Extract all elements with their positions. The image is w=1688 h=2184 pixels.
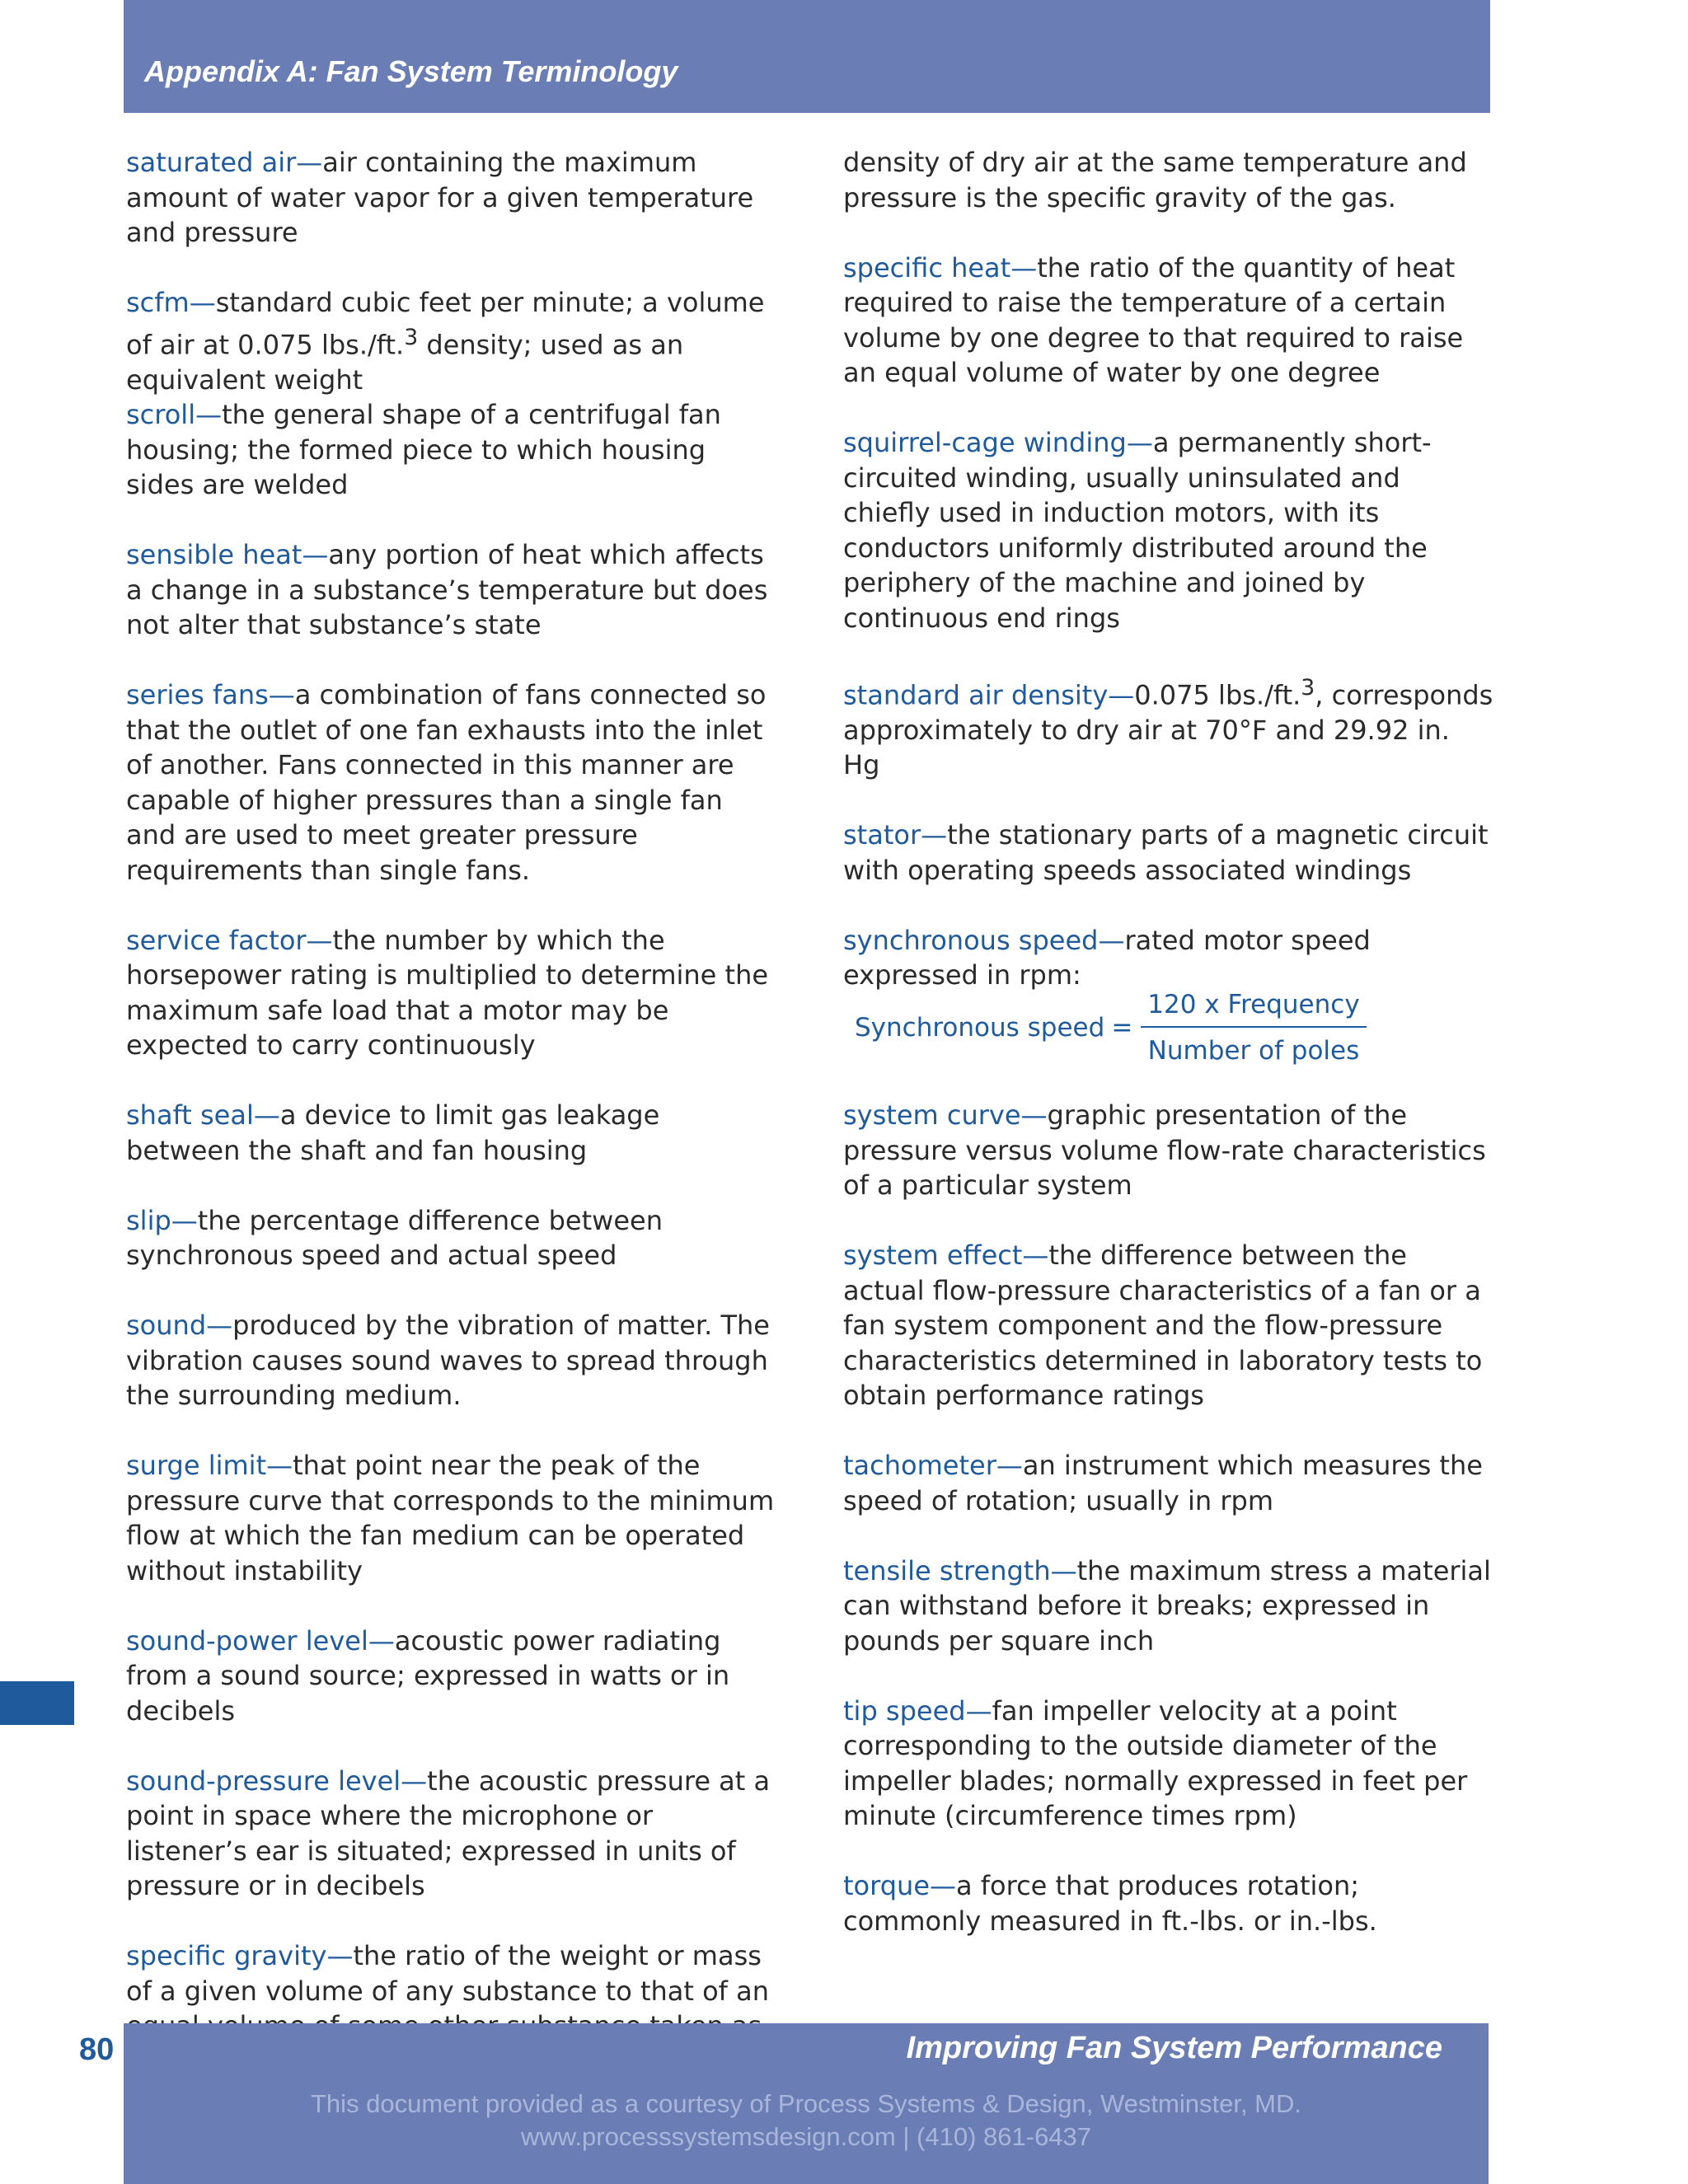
glossary-definition: produced by the vibration of matter. The vibration causes sound waves to spread through the surrounding medium.	[126, 1310, 770, 1412]
fraction-bar	[1141, 1026, 1366, 1028]
glossary-term: tensile strength	[843, 1554, 1051, 1586]
glossary-definition-cont: , corresponds approximately to dry air at 70°F and 29.92 in. Hg	[843, 679, 1493, 781]
glossary-entry-scfm: scfm—standard cubic feet per minute; a volume of air at 0.075 lbs./ft.$^3$ density; used as an equivalent weight	[126, 287, 765, 396]
formula-equals: =	[1111, 1012, 1133, 1043]
glossary-term: system effect	[843, 1240, 1023, 1272]
formula-lhs: Synchronous speed	[855, 1012, 1105, 1043]
glossary-term: scfm	[126, 287, 190, 318]
glossary-term: service factor	[126, 924, 307, 956]
glossary-term: slip	[126, 1204, 171, 1236]
superscript: 3	[1301, 674, 1315, 701]
glossary-entry-saturated-air: saturated air—air containing the maximum amount of water vapor for a given temperature and pressure	[126, 147, 754, 248]
glossary-definition: graphic presentation of the pressure versus volume flow-rate characteristics of a particular system	[843, 1099, 1486, 1202]
glossary-term: system curve	[843, 1099, 1021, 1132]
glossary-term: saturated air	[126, 147, 297, 178]
footer-title: Improving Fan System Performance	[906, 2031, 1442, 2065]
glossary-term: series fans	[126, 679, 269, 711]
glossary-definition: a permanently short-circuited winding, usually uninsulated and chiefly used in induction motors, with its conductors uniformly distributed around the periphery of the machine and joined by continuous end rings	[843, 427, 1432, 634]
glossary-definition: an instrument which measures the speed of rotation; usually in rpm	[843, 1450, 1483, 1516]
glossary-definition: fan impeller velocity at a point corresponding to the outside diameter of the impeller blades; normally expressed in feet per minute (circumference times rpm)	[843, 1694, 1468, 1832]
glossary-entry-sound-power-level: sound-power level—acoustic power radiating from a sound source; expressed in watts or in decibels	[126, 1624, 730, 1727]
formula-numerator: 120 x Frequency	[1147, 990, 1360, 1020]
glossary-term: torque	[843, 1870, 930, 1902]
formula-fraction	[1141, 988, 1366, 1067]
glossary-entry-tip-speed: tip speed—fan impeller velocity at a point corresponding to the outside diameter of the impeller blades; normally expressed in feet per minute (circumference times rpm)	[843, 1694, 1468, 1832]
glossary-entry-system-curve: system curve—graphic presentation of the pressure versus volume flow-rate characteristics of a particular system	[843, 1099, 1486, 1202]
glossary-entry-system-effect: system effect—the difference between the actual flow-pressure characteristics of a fan or a fan system component and the flow-pressure characteristics determined in laboratory tests to obtain performance ratings	[843, 1240, 1483, 1412]
glossary-term: stator	[843, 819, 921, 851]
glossary-entry-stator: stator—the stationary parts of a magnetic circuit with operating speeds associated windings	[843, 819, 1489, 886]
glossary-term: tip speed	[843, 1694, 966, 1727]
page-number: 80	[79, 2032, 115, 2067]
glossary-term: sound-power level	[126, 1624, 368, 1657]
glossary-entry-sound: sound—produced by the vibration of matter. The vibration causes sound waves to spread through the surrounding medium.	[126, 1310, 770, 1412]
glossary-term: specific heat	[843, 251, 1011, 284]
glossary-entry-surge-limit: surge limit—that point near the peak of the pressure curve that corresponds to the minimum flow at which the fan medium can be operated without instability	[126, 1450, 775, 1586]
glossary-definition-cont: density; used as an equivalent weight	[126, 329, 684, 396]
glossary-term: specific gravity	[126, 1940, 327, 1972]
glossary-definition: rated motor speed expressed in rpm:	[843, 924, 1371, 991]
glossary-entry-standard-air-density: standard air density—0.075 lbs./ft.$^3$, corresponds approximately to dry air at 70°F and 29.92 in. Hg	[843, 674, 1493, 781]
glossary-definition: acoustic power radiating from a sound source; expressed in watts or in decibels	[126, 1624, 730, 1727]
glossary-definition: the percentage difference between synchronous speed and actual speed	[126, 1204, 663, 1272]
glossary-entry-sound-pressure-level: sound-pressure level—the acoustic pressure at a point in space where the microphone or listener’s ear is situated; expressed in units of pressure or in decibels	[126, 1765, 771, 1902]
glossary-term: sound-pressure level	[126, 1765, 401, 1797]
left-column	[126, 145, 777, 2149]
superscript: 3	[404, 324, 419, 350]
glossary-definition: the maximum stress a material can withstand before it breaks; expressed in pounds per square inch	[843, 1554, 1491, 1657]
glossary-term: squirrel-cage winding	[843, 427, 1127, 458]
glossary-term: sound	[126, 1310, 207, 1342]
glossary-definition: the ratio of the quantity of heat required to raise the temperature of a certain volume by one degree to that required to raise an equal volume of water by one degree	[843, 251, 1464, 388]
side-tab-marker	[0, 1681, 74, 1725]
glossary-definition: the number by which the horsepower rating is multiplied to determine the maximum safe load that a motor may be expected to carry continuously	[126, 924, 769, 1062]
glossary-definition: a force that produces rotation; commonly measured in ft.-lbs. or in.-lbs.	[843, 1870, 1377, 1937]
courtesy-contact: www.processsystemsdesign.com | (410) 861-6437	[520, 2122, 1092, 2151]
glossary-term: surge limit	[126, 1450, 267, 1482]
glossary-entry-tensile-strength: tensile strength—the maximum stress a material can withstand before it breaks; expressed in pounds per square inch	[843, 1554, 1491, 1657]
glossary-definition: 0.075 lbs./ft.	[1134, 679, 1301, 711]
glossary-entry-series-fans: series fans—a combination of fans connected so that the outlet of one fan exhausts into the inlet of another. Fans connected in this manner are capable of higher pressures than a single fan and are used to meet greater pressure requirements than single fans.	[126, 679, 767, 886]
glossary-entry-tachometer: tachometer—an instrument which measures the speed of rotation; usually in rpm	[843, 1450, 1483, 1516]
glossary-entry-scroll: scroll—the general shape of a centrifugal fan housing; the formed piece to which housing sides are welded	[126, 399, 721, 501]
glossary-term: standard air density	[843, 679, 1109, 711]
glossary-term: scroll	[126, 399, 196, 431]
synchronous-speed-formula	[843, 990, 1494, 1066]
glossary-definition: that point near the peak of the pressure curve that corresponds to the minimum flow at which the fan medium can be operated without instability	[126, 1450, 775, 1586]
glossary-entry-slip: slip—the percentage difference between synchronous speed and actual speed	[126, 1204, 663, 1272]
glossary-definition: a device to limit gas leakage between the shaft and fan housing	[126, 1099, 660, 1166]
glossary-entry-torque: torque—a force that produces rotation; commonly measured in ft.-lbs. or in.-lbs.	[843, 1870, 1377, 1937]
right-column	[843, 145, 1494, 1974]
glossary-entry-service-factor: service factor—the number by which the horsepower rating is multiplied to determine the maximum safe load that a motor may be expected to carry continuously	[126, 924, 769, 1062]
glossary-entry-synchronous-speed: synchronous speed—rated motor speed expressed in rpm:	[843, 924, 1371, 991]
glossary-definition: the stationary parts of a magnetic circuit with operating speeds associated windings	[843, 819, 1489, 886]
glossary-term: tachometer	[843, 1450, 996, 1482]
glossary-entry-specific-gravity: specific gravity—the ratio of the weight or mass of a given volume of any substance to that of an	[126, 1938, 777, 2114]
glossary-definition: any portion of heat which affects a change in a substance’s temperature but does not alter that substance’s state	[126, 539, 768, 641]
glossary-continuation: density of dry air at the same temperature and pressure is the specific gravity of the gas.	[843, 147, 1467, 213]
glossary-entry-sensible-heat: sensible heat—any portion of heat which affects a change in a substance’s temperature but does not alter that substance’s state	[126, 539, 768, 641]
glossary-definition: air containing the maximum amount of water vapor for a given temperature and pressure	[126, 147, 754, 248]
glossary-entry-shaft-seal: shaft seal—a device to limit gas leakage between the shaft and fan housing	[126, 1099, 660, 1166]
glossary-definition: the ratio of the weight or mass of a given volume of any substance to that of an	[126, 1940, 769, 2007]
formula-denominator: Number of poles	[1147, 1036, 1360, 1066]
glossary-term: sensible heat	[126, 539, 302, 571]
glossary-entry-specific-heat: specific heat—the ratio of the quantity of heat required to raise the temperature of a certain volume by one degree to that required to raise an equal volume of water by one degree	[843, 251, 1464, 388]
glossary-definition: the difference between the actual flow-pressure characteristics of a fan or a fan system component and the flow-pressure characteristics determined in laboratory tests to obtain performance ratings	[843, 1240, 1483, 1412]
courtesy-note: This document provided as a courtesy of Process Systems & Design, Westminster, MD.	[311, 2089, 1301, 2118]
glossary-definition: the acoustic pressure at a point in space where the microphone or listener’s ear is situated; expressed in units of pressure or in decibels	[126, 1765, 771, 1902]
glossary-definition: the general shape of a centrifugal fan housing; the formed piece to which housing sides are welded	[126, 399, 721, 501]
glossary-term: synchronous speed	[843, 924, 1099, 956]
glossary-entry-squirrel-cage-winding: squirrel-cage winding—a permanently short-circuited winding, usually uninsulated and chiefly used in induction motors, with its conductors uniformly distributed around the periphery of the machine and joined by continuous end rings	[843, 427, 1432, 634]
glossary-term: shaft seal	[126, 1099, 254, 1132]
glossary-definition: standard cubic feet per minute; a volume of air at 0.075 lbs./ft.	[126, 287, 765, 361]
glossary-definition: a combination of fans connected so that the outlet of one fan exhausts into the inlet of another. Fans connected in this manner are capable of higher pressures than a single fan and are used to meet greater pressure requirements than single fans.	[126, 679, 767, 886]
page-header-title: Appendix A: Fan System Terminology	[144, 54, 678, 88]
